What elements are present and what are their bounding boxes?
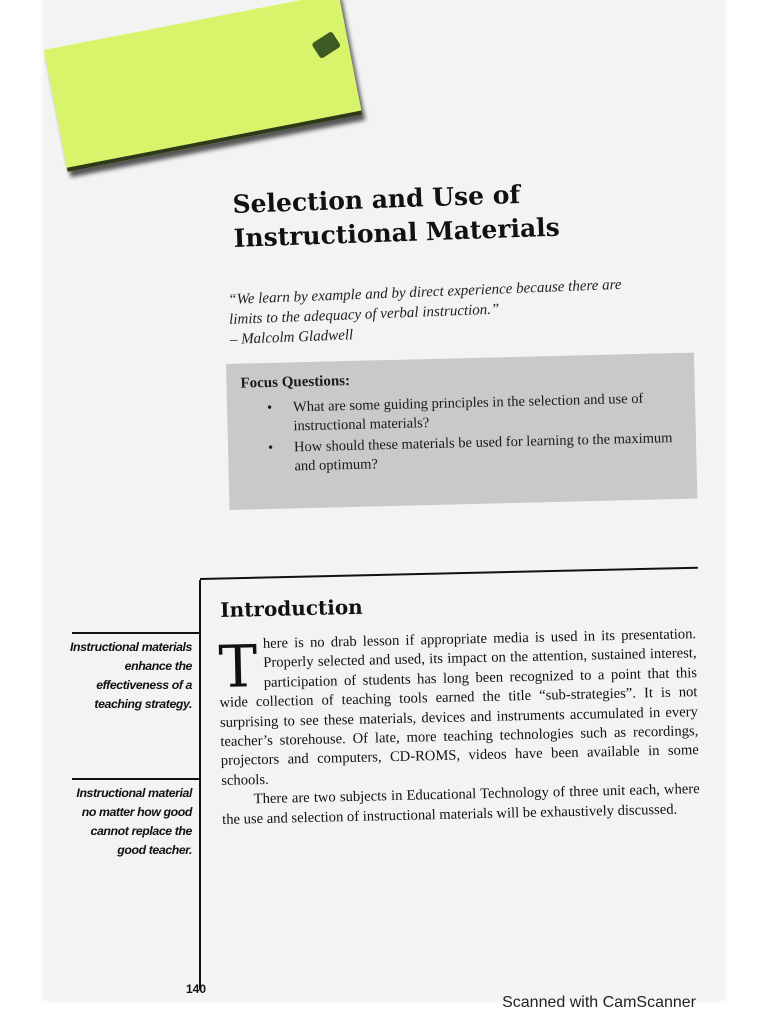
quote-line-1: “We learn by example and by direct experience because there are [228,276,622,308]
quote-author: – Malcolm Gladwell [229,327,354,348]
margin-note: Instructional materials enhance the effectiveness of a teaching strategy. [69,640,192,711]
focus-question-text: What are some guiding principles in the selection and use of instructional materials? [292,390,644,435]
section-heading: Introduction [220,594,363,622]
section-vertical-rule [199,580,201,990]
focus-questions-title: Focus Questions: [240,372,351,392]
chapter-title-line-1: Selection and Use of [232,179,521,219]
focus-question-text: How should these materials be used for learning to the maximum and optimum? [293,430,673,475]
introduction-paragraph [218,625,699,791]
margin-note-rule [72,778,200,780]
bullet-icon: • [266,399,273,417]
quote-line-2: limits to the adequacy of verbal instruction.” [228,301,500,328]
focus-questions-list [267,389,679,479]
margin-note: Instructional material no matter how good cannot replace the good teacher. [76,786,192,857]
focus-questions-box [226,353,697,510]
introduction-body [218,625,700,830]
bullet-icon: • [267,439,274,456]
paragraph-text: here is no drab lesson if appropriate media is used in its presentation. Properly selected and used, its impact on the attention, sustained interest, participation of students has long been recognized to a point that this wide collection of teaching tools earned the title “sub-strategies”. It is not surprising to see these materials, devices and instruments accumulated in every teacher’s storehouse. Of late, more teaching technologies such as recordings, projectors and computers, CD-ROMS, videos have been available in some schools. [219,626,699,789]
focus-question-item [268,429,679,477]
margin-note-rule [72,632,200,634]
introduction-paragraph: There are two subjects in Educational Technology of three unit each, where the use and selection of instructional materials will be exhaustively discussed. [221,781,700,828]
drop-cap: T [217,632,259,701]
chapter-title-line-2: Instructional Materials [233,212,561,253]
scanner-watermark: Scanned with CamScanner [502,994,696,1011]
sticky-note-fold [311,31,341,59]
page-number: 140 [186,982,207,996]
